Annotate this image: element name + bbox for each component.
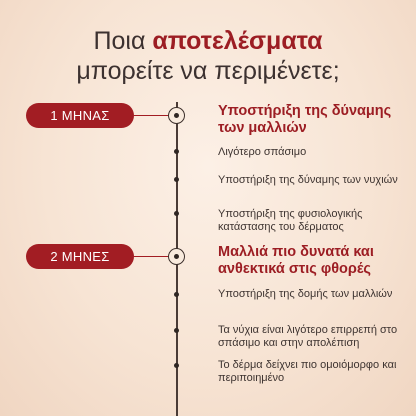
timeline-bullet-icon [174, 363, 179, 368]
page-title-line-1 [0, 26, 416, 56]
title-prefix: Ποια [93, 27, 153, 55]
timeline-bullet-icon [174, 211, 179, 216]
milestone-1-item-1: Λιγότερο σπάσιμο [218, 146, 307, 158]
milestone-2-item-1: Υποστήριξη της δομής των μαλλιών [218, 288, 393, 300]
title-highlight: αποτελέσματα [152, 27, 323, 55]
timeline-bullet-icon [174, 292, 179, 297]
milestone-2-marker-icon [168, 248, 185, 265]
timeline-bullet-icon [174, 177, 179, 182]
milestone-1-connector [134, 115, 170, 116]
milestone-1-item-2: Υποστήριξη της δύναμης των νυχιών [218, 174, 398, 186]
milestone-1-item-3: Υποστήριξη της φυσιολογικής κατάστασης του δέρματος [218, 208, 363, 233]
milestone-2-badge: 2 ΜΗΝΕΣ [26, 244, 134, 269]
timeline-bullet-icon [174, 328, 179, 333]
milestone-1-heading: Υποστήριξη της δύναμης των μαλλιών [218, 103, 392, 136]
milestone-1-badge: 1 ΜΗΝΑΣ [26, 103, 134, 128]
milestone-2-heading: Μαλλιά πιο δυνατά και ανθεκτικά στις φθορές [218, 244, 374, 277]
page-title-line-2: μπορείτε να περιμένετε; [76, 57, 340, 85]
milestone-2-item-3: Το δέρμα δείχνει πιο ομοιόμορφο και περιποιημένο [218, 359, 397, 384]
milestone-1-marker-icon [168, 107, 185, 124]
milestone-2-connector [134, 256, 170, 257]
timeline-bullet-icon [174, 149, 179, 154]
milestone-2-item-2: Τα νύχια είναι λιγότερο επιρρεπή στο σπάσιμο και στην απολέπιση [218, 324, 398, 349]
